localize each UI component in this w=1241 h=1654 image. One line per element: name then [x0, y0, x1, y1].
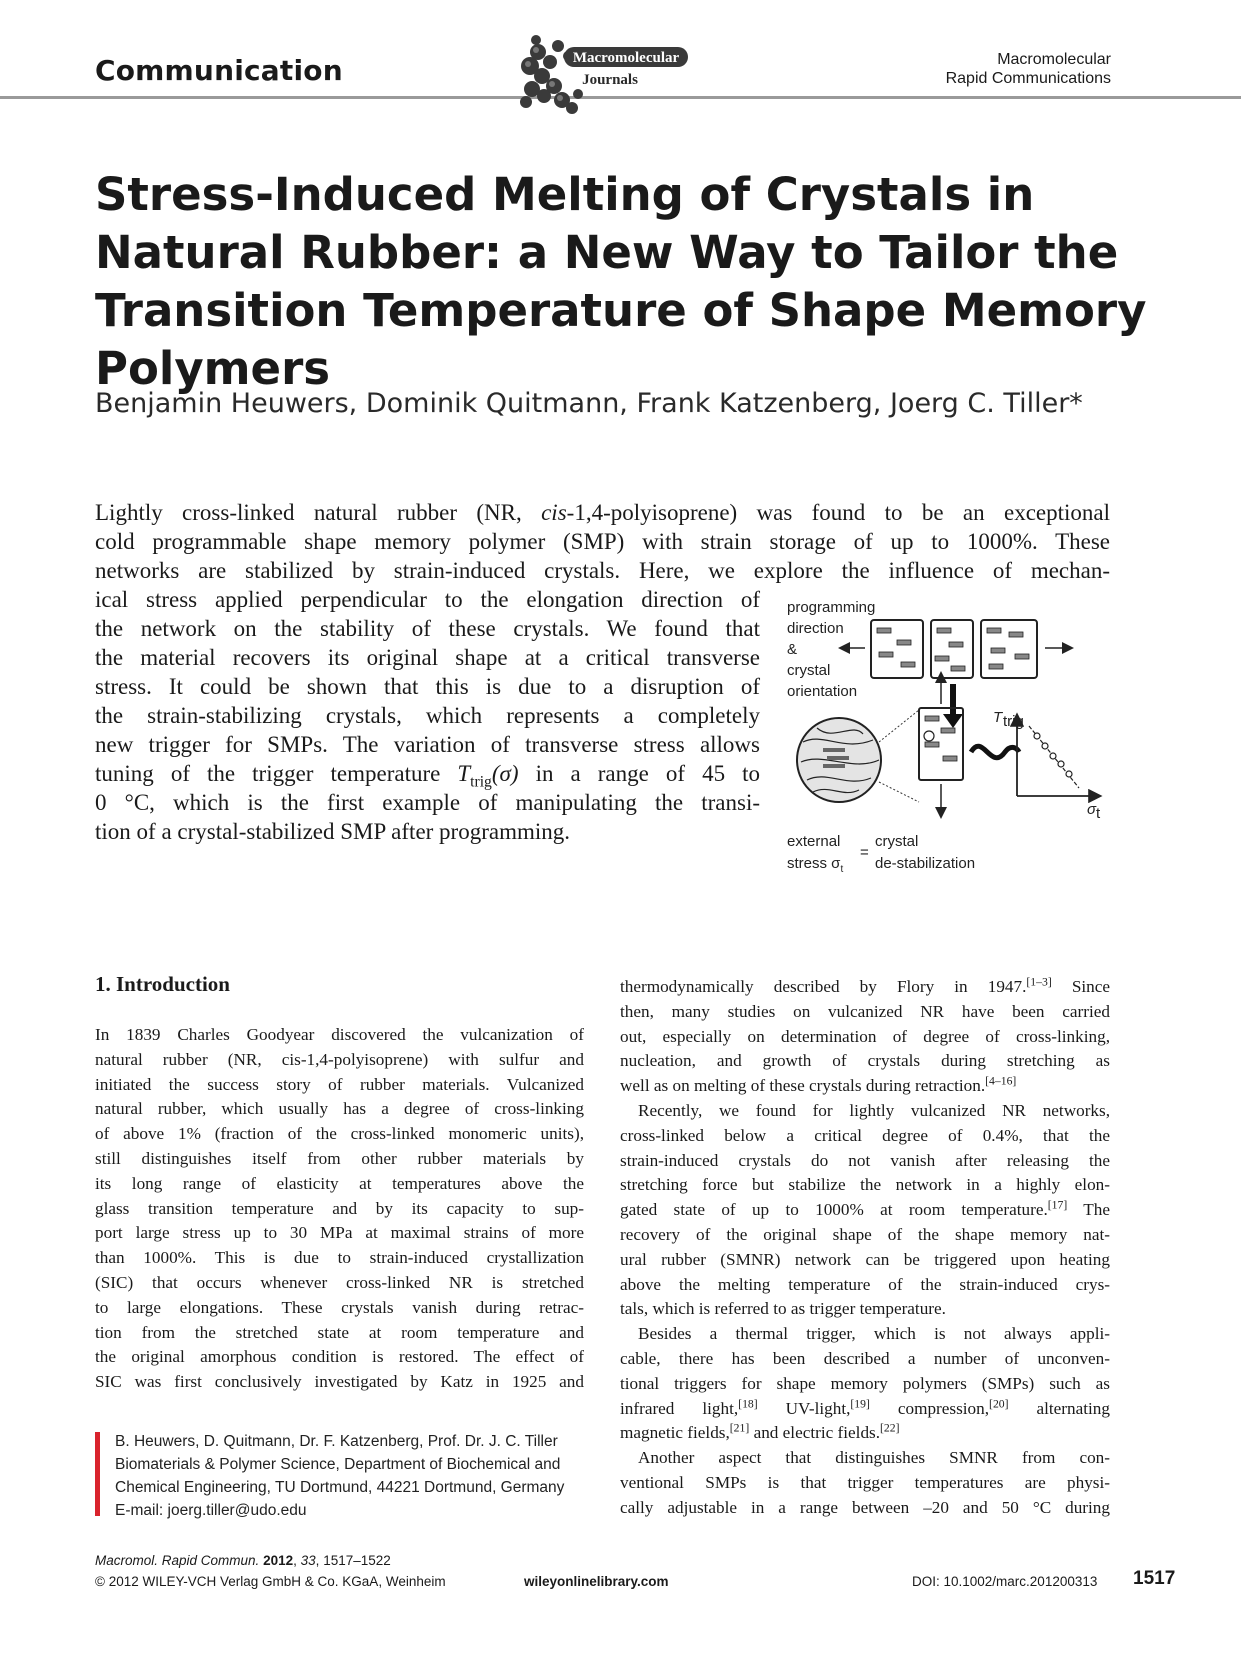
intro-line: still distinguishes itself from other rubber materials by — [95, 1148, 584, 1168]
intro-line: Besides a thermal trigger, which is not always appli- — [638, 1324, 1110, 1344]
label-destab: de-stabilization — [875, 855, 976, 872]
crystal-lamellae-graphic — [877, 628, 1029, 671]
axis-label-sigma-sub: t — [1096, 805, 1101, 822]
intro-line: cally adjustable in a range between –20 and 50 °C during — [620, 1497, 1110, 1517]
citation: [1–3] — [1026, 975, 1052, 989]
citation: [19] — [850, 1396, 870, 1410]
intro-line: nucleation, and growth of crystals during stretching as — [620, 1051, 1110, 1071]
axis-label-sigma: σ — [1087, 801, 1097, 818]
intro-line: than 1000%. This is due to strain-induced crystallization — [95, 1248, 584, 1268]
abstract-line: ical stress applied perpendicular to the elongation direction of — [95, 587, 760, 612]
abstract-line: Lightly cross-linked natural rubber (NR, cis-1,4-polyisoprene) was found to be an exceptional — [95, 500, 1110, 525]
label-equals: = — [860, 844, 869, 861]
intro-line: (SIC) that occurs whenever cross-linked NR is stretched — [95, 1272, 584, 1292]
abstract-line: the strain-stabilizing crystals, which represents a completely — [95, 703, 760, 728]
intro-line: thermodynamically described by Flory in 1947.[1–3] Since — [620, 975, 1111, 996]
intro-line: to large elongations. These crystals vanish during retrac- — [95, 1297, 584, 1317]
toc-graphic — [783, 592, 1113, 884]
journal-line-1: Macromolecular — [997, 51, 1111, 68]
affiliation-address: Chemical Engineering, TU Dortmund, 44221 Dortmund, Germany — [115, 1479, 565, 1496]
intro-left-column — [95, 1023, 584, 1395]
affiliation-block — [115, 1430, 564, 1522]
axis-label-T-sub: trig — [1003, 713, 1024, 730]
citation-line: Macromol. Rapid Commun. 2012, 33, 1517–1522 — [95, 1553, 391, 1568]
page-number: 1517 — [1133, 1568, 1176, 1589]
article-title: Stress-Induced Melting of Crystals in Natural Rubber: a New Way to Tailor the Transition Temperature of Shape Memory Polymers — [95, 168, 1147, 395]
intro-line: tional triggers for shape memory polymers (SMPs) such as — [620, 1373, 1110, 1393]
intro-line: glass transition temperature and by its capacity to sup- — [95, 1198, 584, 1218]
intro-line: ventional SMPs is that trigger temperatures are physi- — [620, 1472, 1110, 1492]
intro-line: its long range of elasticity at temperatures above the — [95, 1173, 584, 1193]
logo-text-top: Macromolecular — [572, 50, 680, 66]
intro-line: In 1839 Charles Goodyear discovered the vulcanization of — [95, 1025, 584, 1044]
intro-line: port large stress up to 30 MPa at maximal strains of more — [95, 1223, 584, 1243]
abstract-line: networks are stabilized by strain-induced crystals. Here, we explore the influence of mechan- — [95, 558, 1110, 583]
intro-right-column — [620, 975, 1110, 1521]
logo-text-bottom: Journals — [582, 72, 638, 88]
affiliation-dept: Biomaterials & Polymer Science, Department of Biochemical and — [115, 1456, 561, 1473]
journal-logo-icon — [518, 34, 698, 116]
intro-line: SIC was first conclusively investigated by Katz in 1925 and — [95, 1372, 584, 1392]
doi: DOI: 10.1002/marc.201200313 — [912, 1574, 1098, 1589]
journal-name — [946, 50, 1111, 88]
abstract-line: cold programmable shape memory polymer (SMP) with strain storage of up to 1000%. These — [95, 529, 1110, 554]
intro-line: well as on melting of these crystals during retraction.[4–16] — [620, 1074, 1017, 1096]
intro-line: gated state of up to 1000% at room temperature.[17] The — [620, 1198, 1110, 1220]
intro-line: tion from the stretched state at room temperature and — [95, 1322, 584, 1342]
wave-arrow-icon — [971, 746, 1019, 758]
abstract-line: new trigger for SMPs. The variation of transverse stress allows — [95, 732, 760, 757]
abstract-line: 0 °C, which is the first example of manipulating the transi- — [95, 790, 760, 815]
intro-line: stretching force but stabilize the network in a highly elon- — [620, 1175, 1110, 1195]
intro-line: of above 1% (fraction of the cross-linked monomeric units), — [95, 1124, 584, 1144]
label-orientation: orientation — [787, 683, 858, 700]
abstract-top — [95, 498, 1110, 585]
axis-label-T: T — [993, 709, 1003, 726]
abstract-line: tion of a crystal-stabilized SMP after programming. — [95, 819, 571, 844]
intro-line: cable, there has been described a number of unconven- — [620, 1348, 1110, 1368]
affiliation-names: B. Heuwers, D. Quitmann, Dr. F. Katzenberg, Prof. Dr. J. C. Tiller — [115, 1433, 558, 1450]
label-crystal: crystal — [787, 662, 831, 679]
intro-line: out, especially on determination of degree of cross-linking, — [620, 1026, 1110, 1046]
author-list: Benjamin Heuwers, Dominik Quitmann, Frank Katzenberg, Joerg C. Tiller* — [95, 388, 1083, 419]
website-link[interactable]: wileyonlinelibrary.com — [524, 1574, 669, 1589]
abstract-line: the material recovers its original shape at a critical transverse — [95, 645, 760, 670]
intro-line: Recently, we found for lightly vulcanized NR networks, — [638, 1100, 1110, 1120]
intro-line: cross-linked below a critical degree of 0.4%, that the — [620, 1125, 1110, 1145]
section-label: Communication — [95, 54, 343, 87]
label-direction: direction — [787, 620, 844, 637]
intro-line: natural rubber, which usually has a degree of cross-linking — [95, 1099, 584, 1119]
citation: [21] — [729, 1421, 750, 1435]
intro-line: Another aspect that distinguishes SMNR from con- — [638, 1448, 1110, 1468]
label-programming: programming — [787, 599, 876, 616]
copyright: © 2012 WILEY-VCH Verlag GmbH & Co. KGaA, Weinheim — [95, 1574, 446, 1589]
abstract-body — [95, 585, 760, 846]
label-external: external — [787, 833, 841, 850]
data-points — [1034, 733, 1072, 777]
intro-line: tals, which is referred to as trigger temperature. — [620, 1299, 946, 1319]
journal-line-2: Rapid Communications — [945, 70, 1111, 87]
citation: [4–16] — [985, 1074, 1017, 1088]
label-crystal2: crystal — [875, 833, 919, 850]
intro-line: then, many studies on vulcanized NR have been carried — [620, 1001, 1110, 1021]
affiliation-accent-bar — [95, 1432, 100, 1516]
section-heading: 1. Introduction — [95, 972, 230, 996]
intro-line: recovery of the original shape of the shape memory nat- — [620, 1224, 1110, 1244]
intro-line: initiated the success story of rubber materials. Vulcanized — [95, 1074, 584, 1094]
citation: [18] — [738, 1396, 758, 1410]
citation: [17] — [1047, 1198, 1068, 1212]
citation: [22] — [880, 1421, 900, 1435]
intro-line: infrared light,[18] UV-light,[19] compression,[20] alternating — [620, 1396, 1110, 1418]
intro-line: strain-induced crystals do not vanish after releasing the — [620, 1150, 1110, 1170]
intro-line: ural rubber (SMNR) network can be triggered upon heating — [620, 1249, 1110, 1269]
intro-line: above the melting temperature of the strain-induced crys- — [620, 1274, 1110, 1294]
abstract-line: the network on the stability of these crystals. We found that — [95, 616, 760, 641]
label-stress: stress $\sigma_t$ — [787, 855, 844, 875]
citation: [20] — [989, 1396, 1009, 1410]
intro-line: natural rubber (NR, cis-1,4-polyisoprene) with sulfur and — [95, 1049, 584, 1069]
abstract-line: tuning of the trigger temperature $T_{trig}(\sigma)$ in a range of 45 to — [95, 761, 761, 791]
label-amp: & — [787, 641, 798, 658]
intro-line: the original amorphous condition is restored. The effect of — [95, 1347, 584, 1367]
molecule-graphic — [520, 35, 583, 114]
intro-line: magnetic fields,[21] and electric fields.[22] — [620, 1421, 900, 1443]
abstract-line: stress. It could be shown that this is due to a disruption of — [95, 674, 760, 699]
affiliation-email[interactable]: E-mail: joerg.tiller@udo.edu — [115, 1502, 307, 1519]
